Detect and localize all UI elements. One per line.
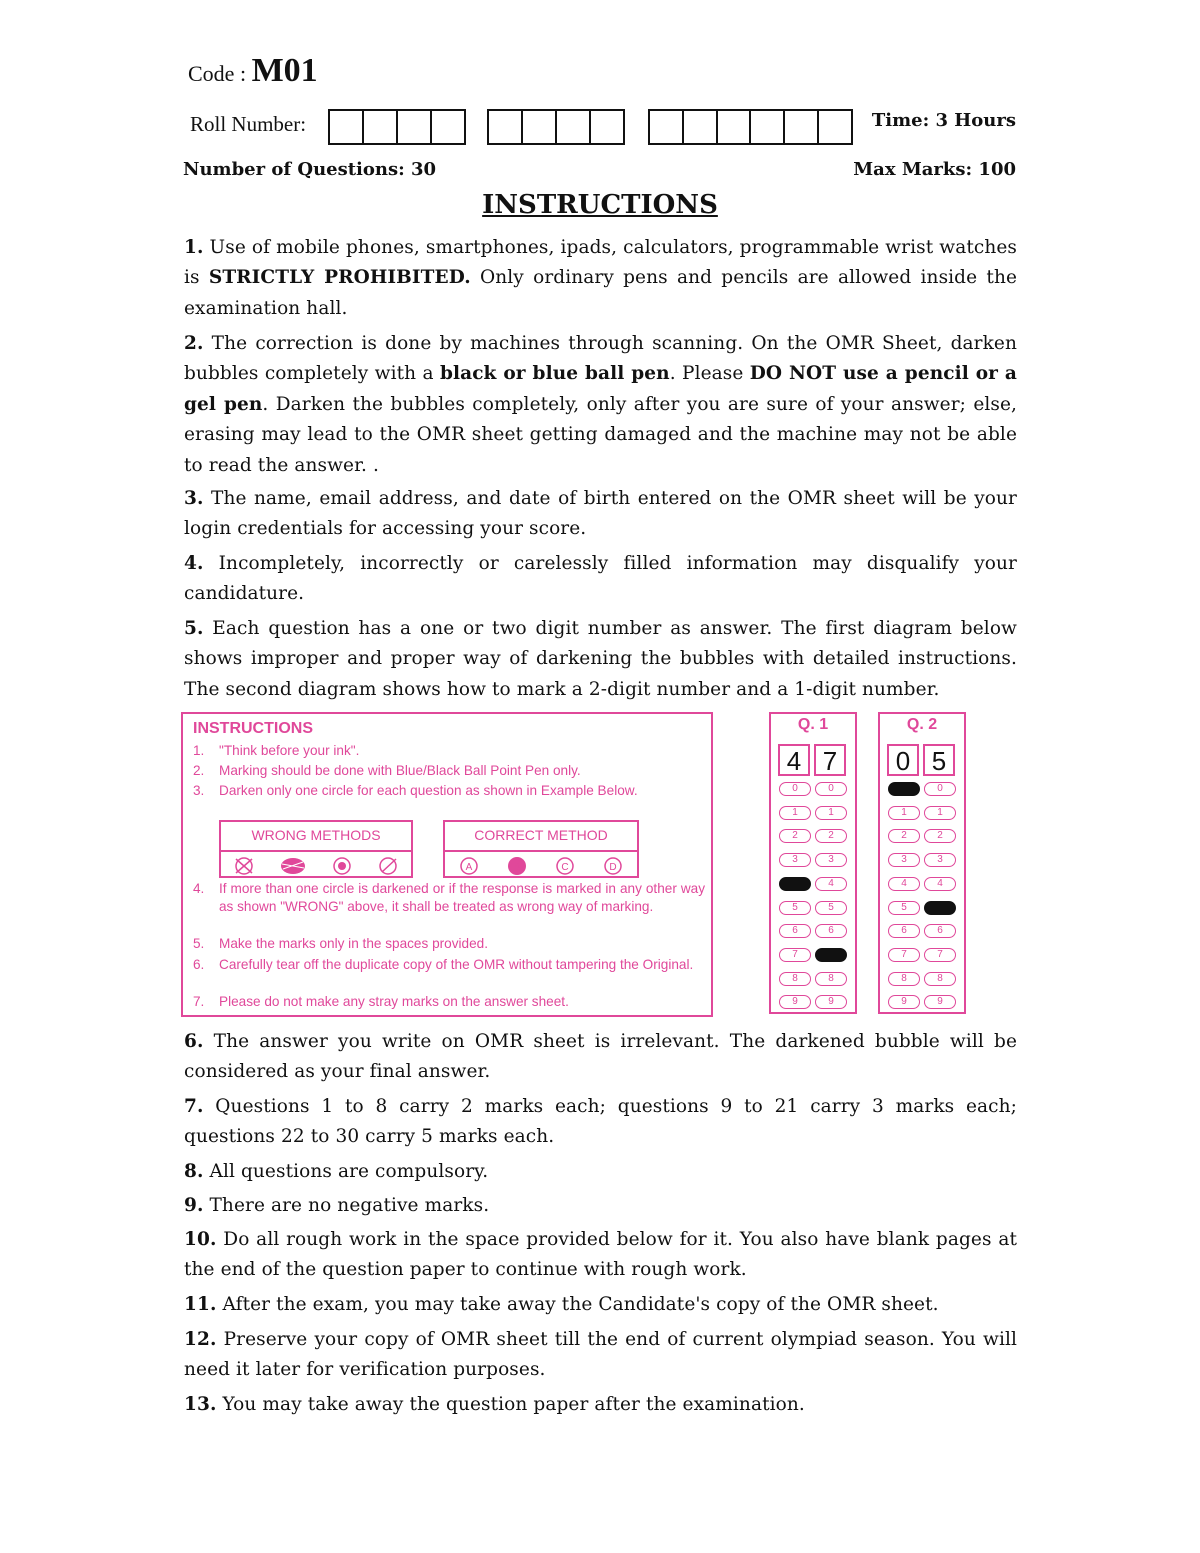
code-value: M01 <box>251 52 318 89</box>
q1-bubble-col2-3[interactable]: 3 <box>815 853 847 867</box>
q2-digit-2: 5 <box>923 744 955 776</box>
number-of-questions: Number of Questions: 30 <box>183 159 437 180</box>
q1-bubble-row-9 <box>779 995 847 1009</box>
q1-bubble-col1-4[interactable] <box>779 877 811 891</box>
q2-digit-1: 0 <box>887 744 919 776</box>
q1-bubble-row-0 <box>779 782 847 796</box>
q1-bubble-col2-0[interactable]: 0 <box>815 782 847 796</box>
instruction-8: 8. All questions are compulsory. <box>184 1161 489 1182</box>
q1-bubble-row-5 <box>779 901 847 915</box>
q2-bubble-col1-1[interactable]: 1 <box>888 806 920 820</box>
q1-label: Q. 1 <box>797 716 829 733</box>
q1-bubble-col1-1[interactable]: 1 <box>779 806 811 820</box>
q1-bubble-col2-1[interactable]: 1 <box>815 806 847 820</box>
q1-digit-2: 7 <box>814 744 846 776</box>
roll-number-group-2[interactable] <box>487 109 625 145</box>
q2-bubble-col2-2[interactable]: 2 <box>924 829 956 843</box>
instruction-6: 6. The answer you write on OMR sheet is irrelevant. The darkened bubble will be considered as your final answer. <box>184 1031 1017 1083</box>
q1-bubble-row-7 <box>779 948 847 962</box>
q1-bubble-col2-5[interactable]: 5 <box>815 901 847 915</box>
bubble-a-letter: A <box>465 862 473 873</box>
q2-bubble-col1-0[interactable] <box>888 782 920 796</box>
time-limit: Time: 3 Hours <box>871 110 1016 131</box>
max-marks: Max Marks: 100 <box>853 159 1016 180</box>
instruction-5: 5. Each question has a one or two digit number as answer. The first diagram below shows improper and proper way of darkening the bubbles with detailed instructions. The second diagram shows how to mark a 2-digit number and a 1-digit number. <box>184 618 1017 700</box>
correct-method-label: CORRECT METHOD <box>445 822 637 852</box>
q1-bubble-row-3 <box>779 853 847 867</box>
omr-item-5: 5. Make the marks only in the spaces provided. <box>193 936 488 951</box>
q2-label: Q. 2 <box>906 716 938 733</box>
instruction-3: 3. The name, email address, and date of birth entered on the OMR sheet will be your login credentials for accessing your score. <box>184 488 1017 540</box>
omr-column-q1 <box>769 712 857 1014</box>
bubble-c-letter: C <box>561 862 569 873</box>
roll-number-group-1[interactable] <box>328 109 466 145</box>
q2-bubble-col2-8[interactable]: 8 <box>924 972 956 986</box>
scribbled-bubble-icon <box>278 856 308 876</box>
bubble-b-letter: B <box>513 862 521 873</box>
q1-bubble-col1-2[interactable]: 2 <box>779 829 811 843</box>
q2-bubble-col1-4[interactable]: 4 <box>888 877 920 891</box>
q2-bubble-row-9 <box>888 995 956 1009</box>
q1-bubble-row-1 <box>779 806 847 820</box>
q1-bubble-col1-3[interactable]: 3 <box>779 853 811 867</box>
q1-bubble-row-4 <box>779 877 847 891</box>
bubble-c-icon <box>553 856 577 876</box>
q1-bubble-col1-5[interactable]: 5 <box>779 901 811 915</box>
q2-bubble-row-1 <box>888 806 956 820</box>
q2-bubble-col1-3[interactable]: 3 <box>888 853 920 867</box>
q1-bubble-col2-9[interactable]: 9 <box>815 995 847 1009</box>
instruction-11: 11. After the exam, you may take away the Candidate's copy of the OMR sheet. <box>184 1294 939 1315</box>
q1-bubble-col2-4[interactable]: 4 <box>815 877 847 891</box>
page-title: INSTRUCTIONS <box>482 190 718 220</box>
omr-item-4: 4. If more than one circle is darkened or if the response is marked in any other way as shown "WRONG" above, it shall be treated as wrong way of marking. <box>193 881 705 914</box>
q2-bubble-row-7 <box>888 948 956 962</box>
q2-bubble-col1-6[interactable]: 6 <box>888 924 920 938</box>
q1-bubble-col1-0[interactable]: 0 <box>779 782 811 796</box>
q2-bubble-col2-9[interactable]: 9 <box>924 995 956 1009</box>
omr-item-6: 6. Carefully tear off the duplicate copy of the OMR without tampering the Original. <box>193 957 694 972</box>
q2-bubble-row-0 <box>888 782 956 796</box>
q2-bubble-col1-8[interactable]: 8 <box>888 972 920 986</box>
q1-bubble-row-2 <box>779 829 847 843</box>
q2-bubble-col2-1[interactable]: 1 <box>924 806 956 820</box>
q2-bubble-col2-0[interactable]: 0 <box>924 782 956 796</box>
instruction-10: 10. Do all rough work in the space provided below for it. You also have blank pages at the end of the question paper to continue with rough work. <box>184 1229 1017 1281</box>
ticked-bubble-icon <box>376 856 400 876</box>
instruction-1: 1. Use of mobile phones, smartphones, ipads, calculators, programmable wrist watches is STRICTLY PROHIBITED. Only ordinary pens and pencils are allowed inside the examination hall. <box>184 237 1018 319</box>
omr-item-7: 7. Please do not make any stray marks on the answer sheet. <box>193 994 569 1009</box>
instruction-4: 4. Incompletely, incorrectly or carelessly filled information may disqualify your candidature. <box>184 553 1017 605</box>
q2-bubble-row-2 <box>888 829 956 843</box>
wrong-methods-label: WRONG METHODS <box>221 822 411 852</box>
q2-bubble-col1-2[interactable]: 2 <box>888 829 920 843</box>
q1-bubble-col1-7[interactable]: 7 <box>779 948 811 962</box>
q1-bubble-row-6 <box>779 924 847 938</box>
q1-bubble-col2-2[interactable]: 2 <box>815 829 847 843</box>
q2-bubble-col1-7[interactable]: 7 <box>888 948 920 962</box>
q2-bubble-col2-6[interactable]: 6 <box>924 924 956 938</box>
wrong-methods-panel <box>219 820 413 878</box>
q1-bubble-col1-6[interactable]: 6 <box>779 924 811 938</box>
omr-item-2: 2. Marking should be done with Blue/Black Ball Point Pen only. <box>193 763 581 778</box>
omr-instructions-box <box>181 712 713 1017</box>
q1-bubble-col2-6[interactable]: 6 <box>815 924 847 938</box>
code-label: Code : <box>188 61 252 86</box>
bubble-d-icon <box>601 856 625 876</box>
q2-bubble-col1-5[interactable]: 5 <box>888 901 920 915</box>
q2-bubble-col2-4[interactable]: 4 <box>924 877 956 891</box>
instruction-12: 12. Preserve your copy of OMR sheet till the end of current olympiad season. You will need it later for verification purposes. <box>184 1329 1017 1381</box>
q1-bubble-col2-8[interactable]: 8 <box>815 972 847 986</box>
q2-bubble-row-6 <box>888 924 956 938</box>
omr-item-1: 1. "Think before your ink". <box>193 743 360 758</box>
filled-bubble-icon <box>505 856 529 876</box>
q1-digit-1: 4 <box>778 744 810 776</box>
q2-bubble-row-8 <box>888 972 956 986</box>
q1-bubble-row-8 <box>779 972 847 986</box>
bubble-d-letter: D <box>609 862 617 873</box>
omr-box-title: INSTRUCTIONS <box>193 720 313 737</box>
q1-bubble-col2-7[interactable] <box>815 948 847 962</box>
q1-bubble-col1-8[interactable]: 8 <box>779 972 811 986</box>
roll-number-group-3[interactable] <box>648 109 853 145</box>
q1-bubble-col1-9[interactable]: 9 <box>779 995 811 1009</box>
roll-number-label: Roll Number: <box>190 112 307 136</box>
omr-item-3: 3. Darken only one circle for each question as shown in Example Below. <box>193 783 638 798</box>
instruction-7: 7. Questions 1 to 8 carry 2 marks each; questions 9 to 21 carry 3 marks each; questions 22 to 30 carry 5 marks each. <box>184 1096 1017 1148</box>
bubble-a-icon <box>457 856 481 876</box>
correct-method-panel <box>443 820 639 878</box>
q2-bubble-row-3 <box>888 853 956 867</box>
q2-bubble-col1-9[interactable]: 9 <box>888 995 920 1009</box>
omr-column-q2 <box>878 712 966 1014</box>
crossed-bubble-icon <box>232 856 256 876</box>
code-line <box>188 52 318 90</box>
q2-bubble-col2-7[interactable]: 7 <box>924 948 956 962</box>
q2-bubble-row-5 <box>888 901 956 915</box>
q2-bubble-col2-3[interactable]: 3 <box>924 853 956 867</box>
dotted-bubble-icon <box>330 856 354 876</box>
q2-bubble-row-4 <box>888 877 956 891</box>
instruction-2: 2. The correction is done by machines through scanning. On the OMR Sheet, darken bubbles completely with a black or blue ball pen. Please DO NOT use a pencil or a gel pen. Darken the bubbles completely, only after you are sure of your answer; else, erasing may lead to the OMR sheet getting damaged and the machine may not be able to read the answer. . <box>184 333 1018 476</box>
instruction-9: 9. There are no negative marks. <box>184 1195 490 1216</box>
q2-bubble-col2-5[interactable] <box>924 901 956 915</box>
instruction-13: 13. You may take away the question paper after the examination. <box>184 1394 805 1415</box>
